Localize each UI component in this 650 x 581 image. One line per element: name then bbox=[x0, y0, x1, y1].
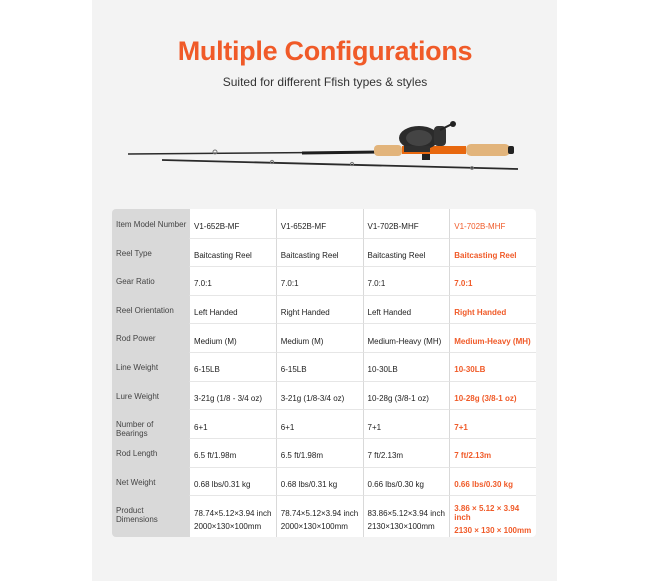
cell: Medium-Heavy (MH) bbox=[363, 323, 450, 352]
table-row bbox=[112, 495, 536, 537]
cell-highlight: 10-30LB bbox=[449, 352, 536, 381]
cell-line-1: 78.74×5.12×3.94 inch bbox=[280, 508, 359, 518]
page-subtitle: Suited for different Ffish types & styles bbox=[222, 75, 428, 89]
table-row bbox=[112, 381, 536, 410]
cell: 10-30LB bbox=[363, 352, 450, 381]
cell: 10-28g (3/8-1 oz) bbox=[363, 381, 450, 410]
row-label: Net Weight bbox=[112, 467, 189, 496]
cell-highlight: Baitcasting Reel bbox=[449, 238, 536, 267]
table-row bbox=[112, 209, 536, 238]
cell: V1-702B-MHF bbox=[363, 209, 450, 238]
cell-line-2: 2130×130×100mm bbox=[367, 521, 435, 531]
cell: 6.5 ft/1.98m bbox=[276, 438, 363, 467]
cell-highlight: 7 ft/2.13m bbox=[449, 438, 536, 467]
cell: Medium (M) bbox=[189, 323, 276, 352]
cell: Medium (M) bbox=[276, 323, 363, 352]
cell: 0.66 lbs/0.30 kg bbox=[363, 467, 450, 496]
cell-line-2: 2000×130×100mm bbox=[280, 521, 348, 531]
cell: 6-15LB bbox=[189, 352, 276, 381]
cell: Left Handed bbox=[189, 295, 276, 324]
cell: 6+1 bbox=[189, 409, 276, 438]
table-row bbox=[112, 352, 536, 381]
cell: V1-652B-MF bbox=[276, 209, 363, 238]
cell: 6+1 bbox=[276, 409, 363, 438]
cell: Right Handed bbox=[276, 295, 363, 324]
row-label: Number of Bearings bbox=[112, 409, 189, 438]
cell-highlight: Medium-Heavy (MH) bbox=[449, 323, 536, 352]
cell bbox=[363, 495, 450, 537]
table-row bbox=[112, 238, 536, 267]
fishing-rod-image bbox=[122, 118, 532, 186]
cell-highlight: 0.66 lbs/0.30 kg bbox=[449, 467, 536, 496]
cell-highlight: 7.0:1 bbox=[449, 266, 536, 295]
cell: V1-652B-MF bbox=[189, 209, 276, 238]
row-label: Gear Ratio bbox=[112, 266, 189, 295]
cell: 0.68 lbs/0.31 kg bbox=[189, 467, 276, 496]
cell: 3-21g (1/8 - 3/4 oz) bbox=[189, 381, 276, 410]
cell: Baitcasting Reel bbox=[189, 238, 276, 267]
row-label: Reel Type bbox=[112, 238, 189, 267]
cell-highlight bbox=[449, 495, 536, 537]
row-label: Line Weight bbox=[112, 352, 189, 381]
reel-knob bbox=[450, 121, 456, 127]
table-row bbox=[112, 295, 536, 324]
cell-line-2: 2000×130×100mm bbox=[194, 521, 262, 531]
reel-foot bbox=[404, 146, 430, 152]
cell: 0.68 lbs/0.31 kg bbox=[276, 467, 363, 496]
cell-highlight: 10-28g (3/8-1 oz) bbox=[449, 381, 536, 410]
cell: 7 ft/2.13m bbox=[363, 438, 450, 467]
butt-cap bbox=[508, 146, 514, 154]
row-label: Rod Power bbox=[112, 323, 189, 352]
cell: Baitcasting Reel bbox=[363, 238, 450, 267]
cell bbox=[189, 495, 276, 537]
table-row bbox=[112, 438, 536, 467]
row-label: Reel Orientation bbox=[112, 295, 189, 324]
table-row bbox=[112, 409, 536, 438]
table-row bbox=[112, 266, 536, 295]
trigger bbox=[422, 154, 430, 160]
cell: Baitcasting Reel bbox=[276, 238, 363, 267]
rod-butt-section bbox=[302, 152, 380, 153]
cell: 3-21g (1/8-3/4 oz) bbox=[276, 381, 363, 410]
cell-highlight: V1-702B-MHF bbox=[449, 209, 536, 238]
row-label: Lure Weight bbox=[112, 381, 189, 410]
cork-fore-grip bbox=[374, 145, 402, 156]
cell-highlight: 7+1 bbox=[449, 409, 536, 438]
cell: 7.0:1 bbox=[276, 266, 363, 295]
rod-blank-lower bbox=[162, 160, 518, 169]
cork-rear-grip bbox=[466, 144, 510, 156]
table-row bbox=[112, 467, 536, 496]
page-title: Multiple Configurations bbox=[177, 36, 473, 66]
cell-line-1: 83.86×5.12×3.94 inch bbox=[367, 508, 445, 518]
table-row bbox=[112, 323, 536, 352]
cell: 7.0:1 bbox=[363, 266, 450, 295]
row-label: Product Dimensions bbox=[112, 495, 189, 537]
cell-line-2: 2130 × 130 × 100mm bbox=[454, 526, 532, 536]
reel-spool bbox=[406, 130, 432, 146]
row-label: Rod Length bbox=[112, 438, 189, 467]
row-label: Item Model Number bbox=[112, 209, 189, 238]
cell-highlight: Right Handed bbox=[449, 295, 536, 324]
cell: Left Handed bbox=[363, 295, 450, 324]
cell-line-1: 78.74×5.12×3.94 inch bbox=[194, 508, 272, 518]
cell: 7+1 bbox=[363, 409, 450, 438]
cell-line-1: 3.86 × 5.12 × 3.94 inch bbox=[454, 504, 520, 523]
cell: 6-15LB bbox=[276, 352, 363, 381]
spec-table bbox=[112, 209, 536, 537]
cell: 6.5 ft/1.98m bbox=[189, 438, 276, 467]
cell: 7.0:1 bbox=[189, 266, 276, 295]
cell bbox=[276, 495, 363, 537]
